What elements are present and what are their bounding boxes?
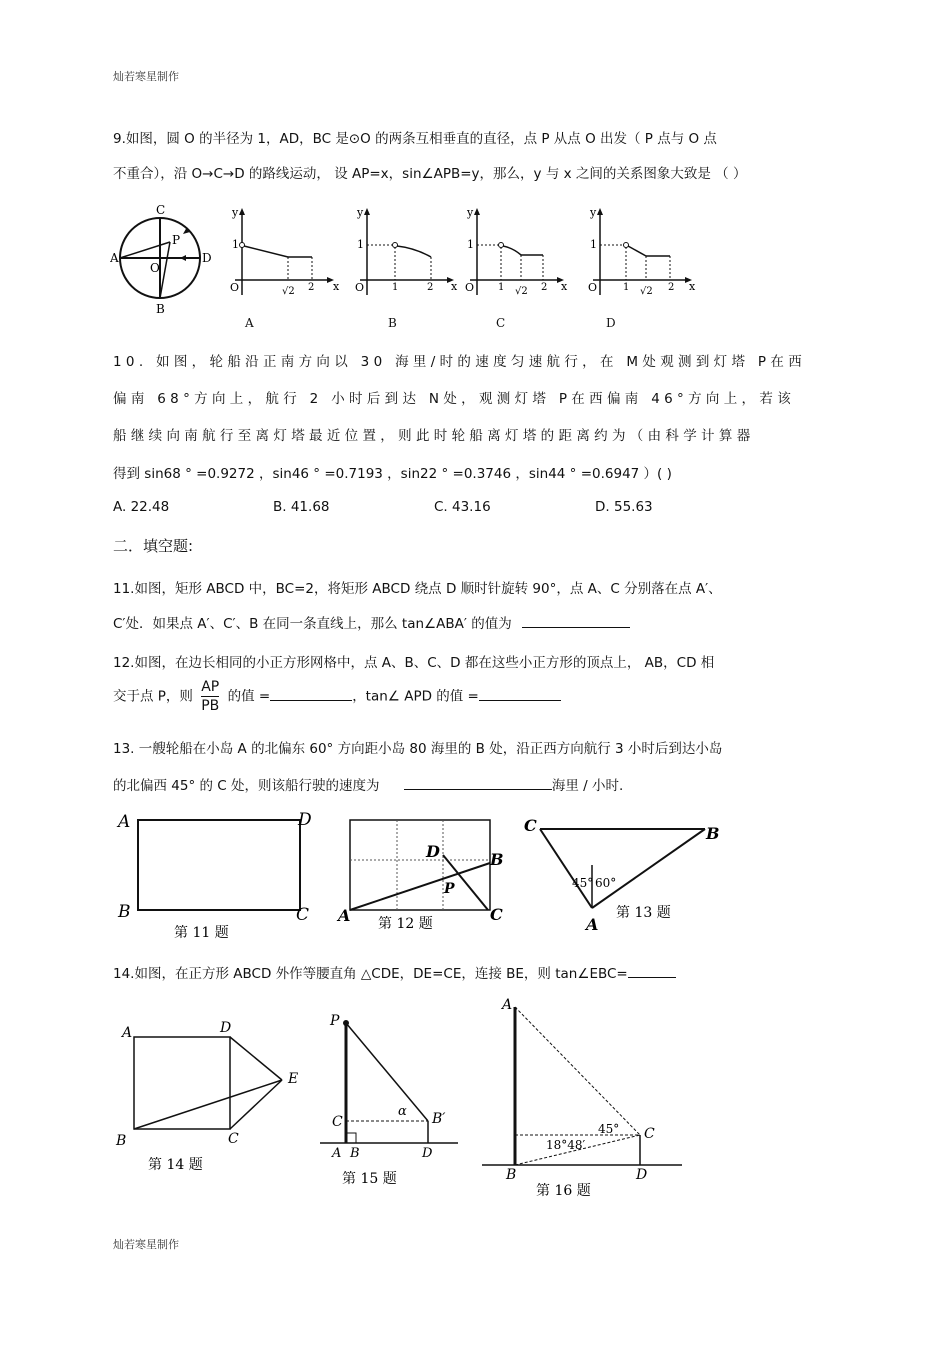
fig11-caption: 第 11 题 [174,925,229,941]
q9c-origin: O [465,281,475,294]
q9-label-B: B [156,302,165,316]
q14-answer-blank[interactable] [628,964,676,979]
fig13 [524,816,720,934]
q9c-two: 2 [541,282,548,293]
q9-label-A: A [110,251,119,265]
q9-option-d: D [606,316,616,330]
q9a-origin: O [230,281,240,294]
q9-label-D: D [202,251,212,265]
fig13-caption: 第 13 题 [616,905,671,921]
fig15-B: B [350,1146,360,1161]
fig16 [482,997,682,1199]
fig11-D: D [298,810,312,830]
fig16-B: B [506,1167,517,1183]
figures-14-16 [110,995,710,1205]
q12-line-1: 12.如图，在边长相同的小正方形网格中，点 A、B、C、D 都在这些小正方形的顶点上， AB，CD 相 [113,655,715,671]
q9d-xone: 1 [623,282,630,293]
fig12-A: A [338,906,351,925]
q9b-xone: 1 [392,282,399,293]
q9d-sqrt2: √2 [640,286,653,297]
q9d-origin: O [588,281,598,294]
q10-choice-a: A. 22.48 [113,499,170,515]
q9a-one: 1 [232,238,239,251]
page-footer: 灿若寒星制作 [113,1238,179,1251]
fig15-alpha: α [398,1104,407,1119]
fig14 [115,1020,298,1173]
q10-choice-c: C. 43.16 [434,499,491,515]
q12-line-2 [113,678,561,715]
q11-line-1: 11.如图，矩形 ABCD 中，BC=2，将矩形 ABCD 绕点 D 顺时针旋转 90°，点 A、C 分别落在点 A′、 [113,581,722,597]
q9-graph-d [588,206,696,297]
q13-line-1: 13. 一艘轮船在小岛 A 的北偏东 60° 方向距小岛 80 海里的 B 处，沿正西方向航行 3 小时后到达小岛 [113,741,723,757]
fig15-P: P [330,1013,340,1029]
q9-circle-figure [110,203,212,316]
fig14-D: D [220,1020,232,1036]
q9d-one: 1 [590,238,597,251]
q11-line-2-text: C′处．如果点 A′、C′、B 在同一条直线上，那么 tan∠ABA′ 的值为 [113,616,512,632]
fig16-caption: 第 16 题 [536,1183,591,1199]
fig11-C: C [296,905,310,925]
q9-option-b: B [388,316,397,330]
q13-text-a: 的北偏西 45° 的 C 处，则该船行驶的速度为 [113,778,380,794]
q9c-xone: 1 [498,282,505,293]
q10-line-3: 船继续向南航行至离灯塔最近位置，则此时轮船离灯塔的距离约为（由科学计算器 [113,428,755,444]
q10-choice-d: D. 55.63 [595,499,653,515]
q12-fraction [201,678,219,715]
q10-choice-b: B. 41.68 [273,499,330,515]
fig12-caption: 第 12 题 [378,916,433,932]
fig12-B: B [490,850,504,869]
q9a-y: y [232,206,239,219]
q9c-sqrt2: √2 [515,286,528,297]
q9c-one: 1 [467,238,474,251]
fig13-angle-60: 60° [595,876,617,890]
q10-line-1: 10. 如图，轮船沿正南方向以 30 海里/时的速度匀速航行，在 M处观测到灯塔 P在西 [113,354,807,370]
q9b-x: x [451,280,458,293]
q12-frac-num: AP [201,679,220,695]
q14-text: 14.如图，在正方形 ABCD 外作等腰直角 △CDE，DE=CE，连接 BE，则 tan∠EBC= [113,966,628,982]
fig12-P: P [444,881,455,897]
fig14-C: C [228,1131,239,1147]
fig16-C: C [644,1126,655,1142]
fig16-D: D [636,1167,648,1183]
q9-graph-a [230,206,340,297]
q13-answer-blank[interactable] [404,776,552,791]
q9-line-1: 9.如图，圆 O 的半径为 1，AD，BC 是⊙O 的两条互相垂直的直径，点 P 从点 O 出发（ P 点与 O 点 [113,131,717,147]
fig11-A: A [118,812,131,832]
q11-answer-blank[interactable] [522,614,630,629]
q10-line-4: 得到 sin68 ° =0.9272 ，sin46 ° =0.7193 ，sin22 ° =0.3746 ，sin44 ° =0.6947 ）( ) [113,466,672,482]
q9-option-c: C [496,316,506,330]
fig14-caption: 第 14 题 [148,1157,203,1173]
page-header: 灿若寒星制作 [113,70,179,83]
fig14-B: B [116,1133,127,1149]
fig14-A: A [122,1025,133,1041]
q9c-x: x [561,280,568,293]
fig15-A: A [332,1146,342,1161]
q9d-two: 2 [668,282,675,293]
q9-graph-c [465,206,568,297]
fig13-C: C [524,816,537,835]
q12-text-b: 的值 = [227,688,271,705]
fig15-C: C [332,1114,343,1130]
q9-graph-b [355,206,458,295]
q14-line-1 [113,962,676,982]
section-fill-in-title: 二．填空题: [113,537,194,555]
q9a-sqrt2: √2 [282,286,295,297]
q9-label-C: C [156,203,166,217]
q13-line-2 [113,774,623,794]
q9b-two: 2 [427,282,434,293]
q9b-origin: O [355,281,365,294]
q12-text-a: 交于点 P，则 [113,688,193,705]
fig15 [320,1013,458,1187]
fig13-B: B [706,824,720,843]
fig11 [116,810,312,941]
fig14-E: E [288,1071,299,1087]
q9a-two: 2 [308,282,315,293]
fig11-B: B [118,902,131,922]
q9-label-O: O [150,261,160,275]
q9a-x: x [333,280,340,293]
q9c-y: y [467,206,474,219]
figures-11-13 [110,805,730,945]
q9b-y: y [357,206,364,219]
q12-answer-blank-1[interactable] [270,686,352,701]
q12-answer-blank-2[interactable] [479,686,561,701]
fig15-D: D [422,1146,433,1161]
fig12-C: C [490,905,503,924]
q9-line-2: 不重合），沿 O→C→D 的路线运动， 设 AP=x，sin∠APB=y，那么，y 与 x 之间的关系图象大致是 （ ） [113,166,747,182]
q9d-y: y [590,206,597,219]
q10-line-2: 偏南 68°方向上，航行 2 小时后到达 N处，观测灯塔 P在西偏南 46°方向上，若该 [113,391,796,407]
q9b-one: 1 [357,238,364,251]
q9-option-a: A [245,316,254,330]
q12-frac-den: PB [201,698,220,714]
fig12 [336,820,504,932]
q11-line-2 [113,612,630,632]
q9d-x: x [689,280,696,293]
fig15-Bprime: B′ [432,1111,446,1127]
fig15-caption: 第 15 题 [342,1171,397,1187]
fig13-angle-45: 45° [572,876,594,890]
fig16-A: A [502,997,513,1013]
fig16-angle-45: 45° [598,1122,620,1136]
q9-figures [110,200,710,340]
fig16-angle-18: 18°48′ [546,1138,586,1152]
q12-text-c: ，tan∠ APD 的值 = [352,688,479,705]
fig12-D: D [426,842,440,861]
q13-text-b: 海里 / 小时. [551,778,624,794]
fig13-A: A [586,915,599,934]
q9-label-P: P [172,233,181,247]
